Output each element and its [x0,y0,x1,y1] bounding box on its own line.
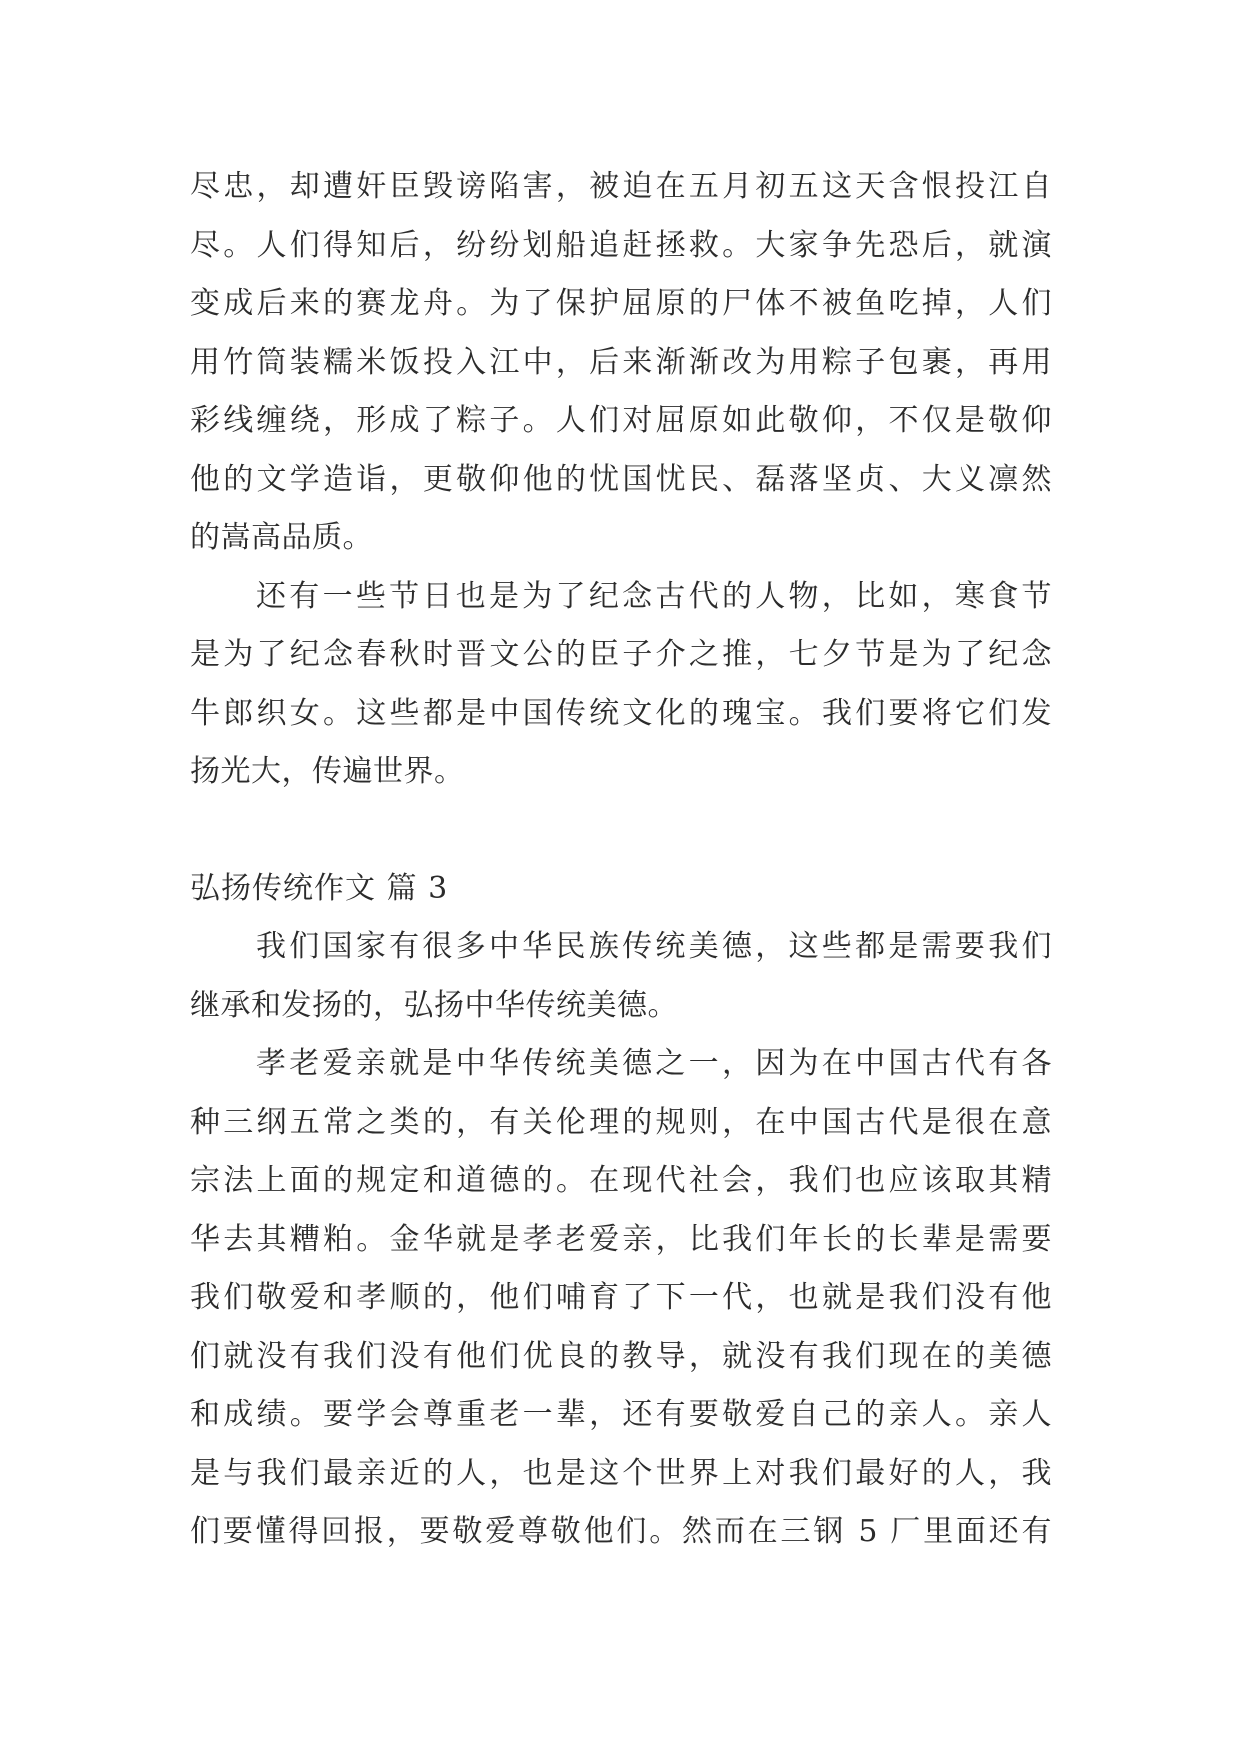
text-line: 扬光大，传遍世界。 [190,754,465,789]
text-line: 们就没有我们没有他们优良的教导，就没有我们现在的美德 [190,1338,1052,1374]
text-line: 我们国家有很多中华民族传统美德，这些都是需要我们 [256,929,1052,964]
paragraph-intro [190,918,1052,1035]
text-line: 他的文学造诣，更敬仰他的忧国忧民、磊落坚贞、大义凛然 [190,461,1052,497]
text-line: 还有一些节日也是为了纪念古代的人物，比如，寒食节 [256,578,1052,614]
section-essay-3 [190,860,1052,1562]
text-line: 我们敬爱和孝顺的，他们哺育了下一代，也就是我们没有他 [190,1280,1052,1315]
text-line: 牛郎织女。这些都是中国传统文化的瑰宝。我们要将它们发 [190,695,1052,731]
paragraph-quyuan [190,158,1052,568]
text-line: 是为了纪念春秋时晋文公的臣子介之推，七夕节是为了纪念 [190,637,1052,672]
text-line: 彩线缠绕，形成了粽子。人们对屈原如此敬仰，不仅是敬仰 [190,403,1052,438]
section-continued-text [190,158,1052,802]
text-line: 继承和发扬的，弘扬中华传统美德。 [190,987,678,1023]
text-line: 们要懂得回报，要敬爱尊敬他们。然而在三钢 5 厂里面还有 [190,1514,1052,1549]
text-line: 是与我们最亲近的人，也是这个世界上对我们最好的人，我 [190,1455,1052,1491]
text-line: 和成绩。要学会尊重老一辈，还有要敬爱自己的亲人。亲人 [190,1397,1052,1432]
text-line: 华去其糟粕。金华就是孝老爱亲，比我们年长的长辈是需要 [190,1221,1052,1257]
essay-heading: 弘扬传统作文 篇 3 [190,870,449,906]
text-line: 尽。人们得知后，纷纷划船追赶拯救。大家争先恐后，就演 [190,227,1052,263]
text-line: 孝老爱亲就是中华传统美德之一，因为在中国古代有各 [256,1046,1052,1081]
text-line: 变成后来的赛龙舟。为了保护屈原的尸体不被鱼吃掉，人们 [190,286,1052,321]
text-line: 种三纲五常之类的，有关伦理的规则，在中国古代是很在意 [190,1104,1052,1140]
text-line: 尽忠，却遭奸臣毁谤陷害，被迫在五月初五这天含恨投江自 [190,169,1052,204]
text-line: 的嵩高品质。 [190,520,373,555]
document-page [190,158,1052,1562]
paragraph-filial-piety [190,1035,1052,1562]
text-line: 用竹筒装糯米饭投入江中，后来渐渐改为用粽子包裹，再用 [190,344,1052,380]
paragraph-festivals [190,568,1052,802]
text-line: 宗法上面的规定和道德的。在现代社会，我们也应该取其精 [190,1163,1052,1198]
